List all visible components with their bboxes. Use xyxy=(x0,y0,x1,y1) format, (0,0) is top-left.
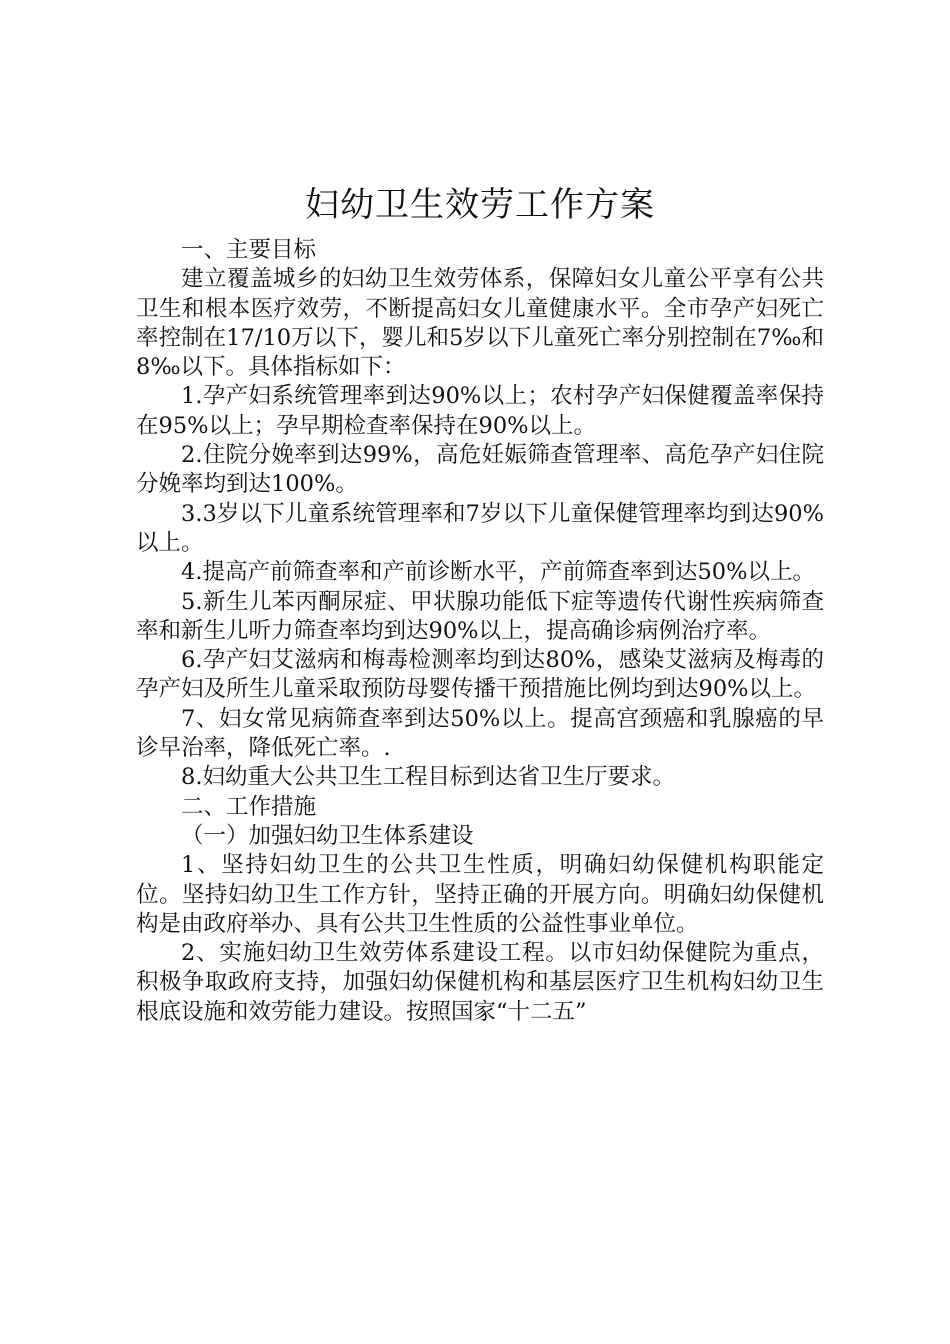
document-title: 妇幼卫生效劳工作方案 xyxy=(305,185,655,225)
paragraph-indicator-3: 3.3岁以下儿童系统管理率和7岁以下儿童保健管理率均到达90%以上。 xyxy=(136,500,824,556)
paragraph-indicator-7: 7、妇女常见病筛查率到达50%以上。提高宫颈癌和乳腺癌的早诊早治率，降低死亡率。. xyxy=(136,705,824,762)
paragraph-measure-1: 1、坚持妇幼卫生的公共卫生性质，明确妇幼保健机构职能定位。坚持妇幼卫生工作方针，坚持正确的开展方向。明确妇幼保健机构是由政府举办、具有公共卫生性质的公益性事业单位。 xyxy=(136,852,824,937)
paragraph-indicator-2: 2.住院分娩率到达99%，高危妊娠筛查管理率、高危孕产妇住院分娩率均到达100%。 xyxy=(136,442,824,498)
paragraph-goal-overview: 建立覆盖城乡的妇幼卫生效劳体系，保障妇女儿童公平享有公共卫生和根本医疗效劳，不断提高妇女儿童健康水平。全市孕产妇死亡率控制在17/10万以下，婴儿和5岁以下儿童死亡率分别控制在7‰和8‰以下。具体指标如下： xyxy=(136,266,824,381)
section-heading-main-goals: 一、主要目标 xyxy=(181,237,317,263)
paragraph-indicator-8: 8.妇幼重大公共卫生工程目标到达省卫生厅要求。 xyxy=(181,764,675,791)
paragraph-measure-2: 2、实施妇幼卫生效劳体系建设工程。以市妇幼保健院为重点，积极争取政府支持，加强妇幼保健机构和基层医疗卫生机构妇幼卫生根底设施和效劳能力建设。按照国家“十二五” xyxy=(136,940,824,1025)
subsection-heading-system: （一）加强妇幼卫生体系建设 xyxy=(181,822,474,849)
paragraph-indicator-1: 1.孕产妇系统管理率到达90%以上；农村孕产妇保健覆盖率保持在95%以上；孕早期检查率保持在90%以上。 xyxy=(136,383,824,439)
document-body xyxy=(136,236,824,1027)
paragraph-indicator-5: 5.新生儿苯丙酮尿症、甲状腺功能低下症等遗传代谢性疾病筛查率和新生儿听力筛查率均到达90%以上，提高确诊病例治疗率。 xyxy=(136,588,824,644)
paragraph-indicator-6: 6.孕产妇艾滋病和梅毒检测率均到达80%，感染艾滋病及梅毒的孕产妇及所生儿童采取预防母婴传播干预措施比例均到达90%以上。 xyxy=(136,647,824,703)
section-heading-measures: 二、工作措施 xyxy=(181,793,317,820)
paragraph-indicator-4: 4.提高产前筛查率和产前诊断水平，产前筛查率到达50%以上。 xyxy=(181,559,815,586)
